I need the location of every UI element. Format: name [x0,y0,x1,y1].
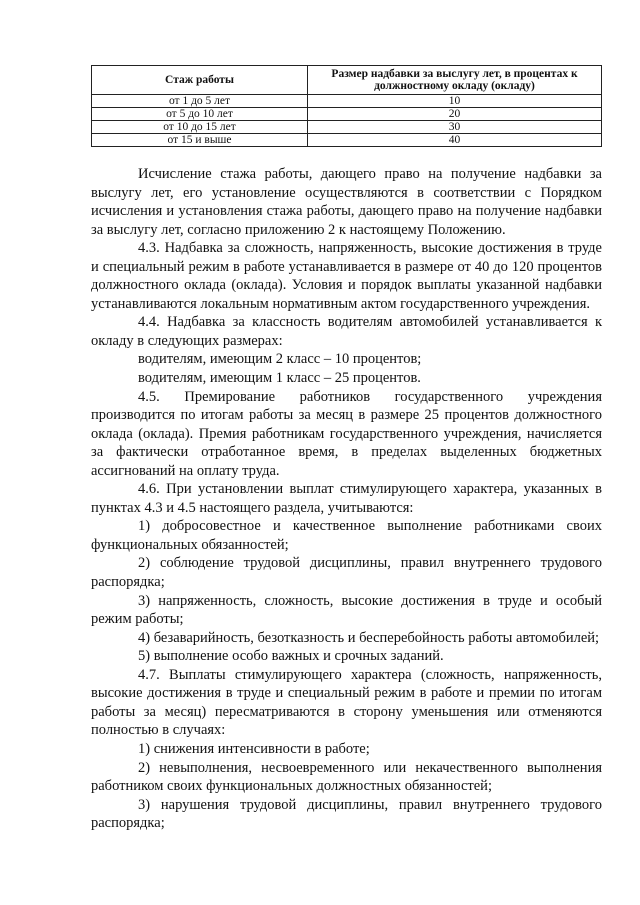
list-item: 2) невыполнения, несвоевременного или некачественного выполнения работником своих функциональных должностных обязанностей; [91,759,602,795]
cell-period: от 10 до 15 лет [92,121,308,134]
table-row [92,108,602,121]
body-text [91,165,602,833]
list-item: 5) выполнение особо важных и срочных заданий. [138,648,444,665]
paragraph-4-7: 4.7. Выплаты стимулирующего характера (сложность, напряженность, высокие достижения в труде и специальный режим в работе и премии по итогам работы за месяц) пересматриваются в сторону уменьшения или отменяются полностью в случаях: [91,666,602,739]
cell-percent: 30 [308,121,602,134]
list-item: 2) соблюдение трудовой дисциплины, правил внутреннего трудового распорядка; [91,555,602,591]
paragraph-4-5: 4.5. Премирование работников государственного учреждения производится по итогам работы за месяц в размере 25 процентов должностного оклада (оклада). Премия работникам государственного учреждения, начисляется за фактически отработанное время, в пределах выделенных бюджетных ассигнований на оплату труда. [91,388,602,479]
cell-percent: 20 [308,108,602,121]
paragraph-4-3: 4.3. Надбавка за сложность, напряженность, высокие достижения в труде и специальный режим в работе устанавливается в размере от 40 до 120 процентов должностного оклада (оклада). Условия и порядок выплаты указанной надбавки устанавливаются локальным нормативным актом государственного учреждения. [91,240,602,312]
list-item: 3) напряженность, сложность, высокие достижения в труде и особый режим работы; [91,592,602,628]
table-header-row [92,66,602,95]
paragraph-4-6: 4.6. При установлении выплат стимулирующего характера, указанных в пунктах 4.3 и 4.5 настоящего раздела, учитываются: [91,481,602,516]
paragraph-seniority-calc: Исчисление стажа работы, дающего право на получение надбавки за выслугу лет, его установление осуществляются в соответствии с Порядком исчисления и установления стажа работы, дающего право на получение надбавки за выслугу лет, согласно приложению 2 к настоящему Положению. [91,166,602,238]
table-row [92,121,602,134]
cell-period: от 1 до 5 лет [92,95,308,108]
seniority-bonus-table [91,65,602,147]
cell-percent: 10 [308,95,602,108]
list-item: водителям, имеющим 2 класс – 10 процентов; [138,351,422,368]
table-row [92,95,602,108]
list-item: 1) добросовестное и качественное выполнение работниками своих функциональных обязанностей; [91,518,602,553]
cell-percent: 40 [308,134,602,147]
cell-period: от 15 и выше [92,134,308,147]
list-item: 1) снижения интенсивности в работе; [138,740,370,757]
header-bonus-percent: Размер надбавки за выслугу лет, в процентах к должностному окладу (окладу) [308,66,602,95]
list-item: 3) нарушения трудовой дисциплины, правил внутреннего трудового распорядка; [91,796,602,832]
list-item: 4) безаварийность, безотказность и бесперебойность работы автомобилей; [138,629,600,646]
list-item: водителям, имеющим 1 класс – 25 процентов. [138,370,421,387]
header-seniority: Стаж работы [92,66,308,95]
cell-period: от 5 до 10 лет [92,108,308,121]
paragraph-4-4: 4.4. Надбавка за классность водителям автомобилей устанавливается к окладу в следующих размерах: [91,314,602,349]
table-row [92,134,602,147]
